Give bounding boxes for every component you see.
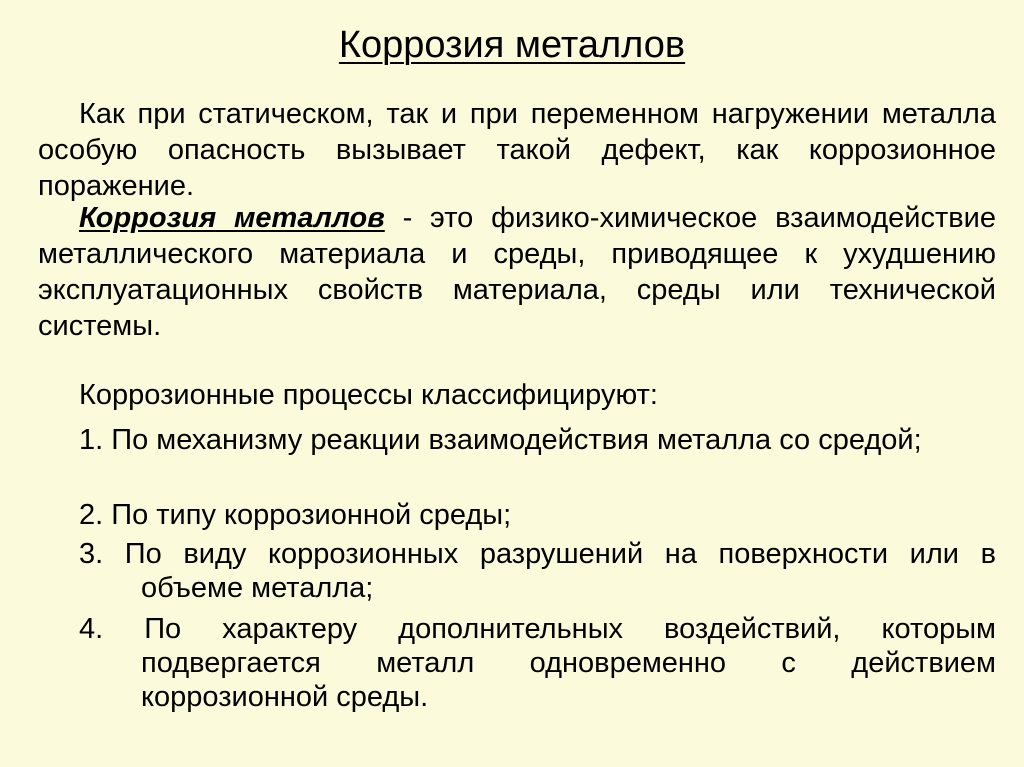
slide-title [0,22,1024,68]
intro-paragraph: Как при статическом, так и при переменном нагружении металла особую опасность вызывает такой дефект, как коррозионное поражение. [38,98,996,202]
definition-text: - это физико-химическое взаимодействие металлического материала и среды, приводящее к ухудшению эксплуатационных свойств материала, среды или технической системы. [38,202,996,342]
classification-item-3: 3. По виду коррозионных разрушений на поверхности или в объеме металла; [79,538,996,604]
classification-item-2: 2. По типу коррозионной среды; [79,499,512,531]
classification-heading: Коррозионные процессы классифицируют: [79,379,658,411]
classification-item-4: 4. По характеру дополнительных воздействий, которым подвергается металл одновременно с действием коррозионной среды. [79,613,996,713]
classification-item-1: 1. По механизму реакции взаимодействия металла со средой; [79,424,922,456]
definition-paragraph [38,200,996,344]
definition-term: Коррозия металлов [79,202,385,234]
slide-title-text: Коррозия металлов [338,24,686,66]
